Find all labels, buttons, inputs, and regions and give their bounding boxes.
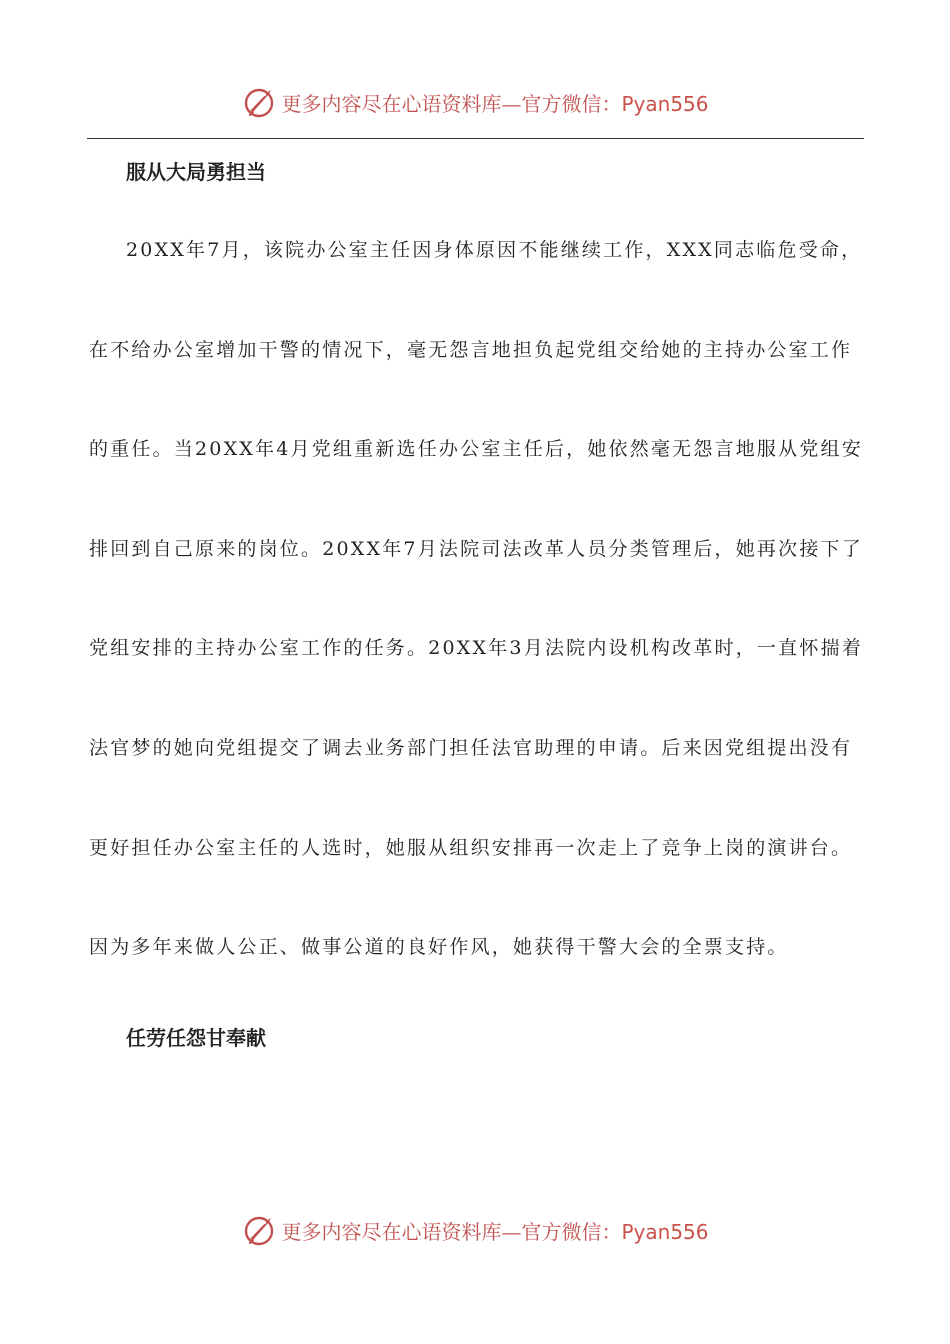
footer-banner	[0, 1208, 950, 1252]
footer-banner-cn: 更多内容尽在心语资料库—官方微信：	[281, 1219, 622, 1244]
footer-banner-wechat-id: Pyan556	[621, 1219, 709, 1244]
header-banner-text	[281, 88, 708, 117]
quill-logo-icon	[241, 84, 277, 120]
section-paragraph-1: 20XX年7月，该院办公室主任因身体原因不能继续工作，XXX同志临危受命，在不给办公室增加干警的情况下，毫无怨言地担负起党组交给她的主持办公室工作的重任。当20XX年4月党组重新选任办公室主任后，她依然毫无怨言地服从党组安排回到自己原来的岗位。20XX年7月法院司法改革人员分类管理后，她再次接下了党组安排的主持办公室工作的任务。20XX年3月法院内设机构改革时，一直怀揣着法官梦的她向党组提交了调去业务部门担任法官助理的申请。后来因党组提出没有更好担任办公室主任的人选时，她服从组织安排再一次走上了竞争上岗的演讲台。因为多年来做人公正、做事公道的良好作风，她获得干警大会的全票支持。	[89, 239, 863, 959]
header-banner	[0, 80, 950, 124]
quill-logo-icon	[241, 1212, 277, 1248]
section-title-2: 任劳任怨甘奉献	[126, 1025, 266, 1050]
document-body	[89, 150, 864, 1060]
header-banner-cn: 更多内容尽在心语资料库—官方微信：	[281, 91, 622, 116]
section-title-1: 服从大局勇担当	[126, 160, 266, 184]
footer-banner-text	[281, 1216, 708, 1245]
header-banner-wechat-id: Pyan556	[621, 91, 709, 116]
header-divider	[87, 138, 864, 139]
